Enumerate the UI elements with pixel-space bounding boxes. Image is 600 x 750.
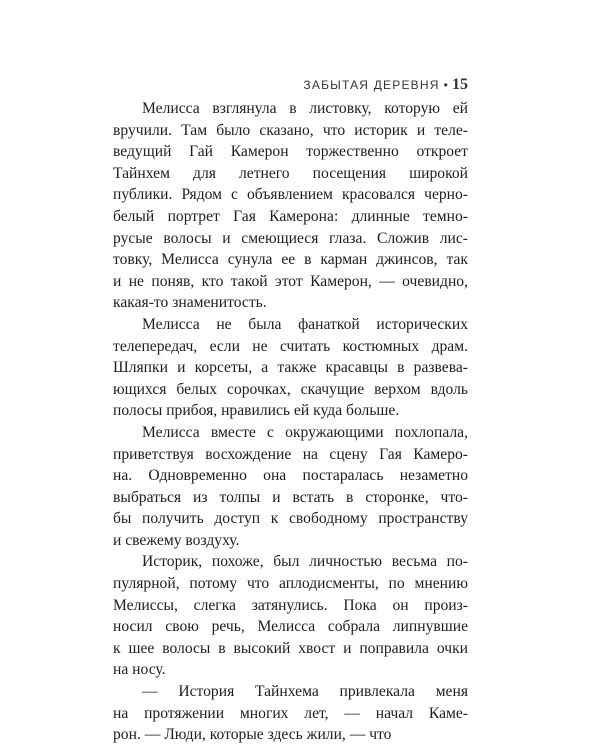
- text-line: ющихся белых сорочках, скачущие верхом вдоль: [113, 380, 468, 398]
- text-line: Мелиссы, слегка затянулись. Пока он произ-: [113, 596, 468, 614]
- text-line: и свежему воздуху.: [113, 531, 240, 549]
- text-line: товку, Мелисса сунула ее в карман джинсов, так: [113, 251, 468, 269]
- paragraph: [113, 551, 468, 681]
- text-line: Историк, похоже, был личностью весьма по-: [142, 553, 468, 571]
- text-line: рон. — Люди, которые здесь жили, — что: [113, 726, 392, 744]
- text-line: приветствуя восхождение на сцену Гая Камеро-: [113, 445, 468, 463]
- text-line: к шее волосы в высокий хвост и поправила очки: [113, 639, 468, 657]
- text-line: какая-то знаменитость.: [113, 294, 267, 312]
- text-line: ведущий Гай Камерон торжественно откроет: [113, 143, 468, 161]
- text-line: бы получить доступ к свободному пространству: [113, 510, 468, 528]
- book-title: ЗАБЫТАЯ ДЕРЕВНЯ: [303, 78, 440, 92]
- text-line: Мелисса не была фанаткой исторических: [142, 315, 468, 333]
- paragraph: [113, 422, 468, 552]
- text-line: на протяжении многих лет, — начал Каме-: [113, 704, 468, 722]
- text-line: телепередач, если не считать костюмных драм.: [113, 337, 468, 355]
- text-line: Мелисса вместе с окружающими похлопала,: [142, 423, 468, 441]
- text-line: выбраться из толпы и встать в сторонке, что-: [113, 488, 468, 506]
- text-line: полосы прибоя, нравились ей куда больше.: [113, 402, 400, 420]
- paragraph: [113, 681, 468, 746]
- text-line: публики. Рядом с объявлением красовался черно-: [113, 186, 468, 204]
- text-line: и не поняв, кто такой этот Камерон, — очевидно,: [113, 272, 468, 290]
- text-line: на. Одновременно она постаралась незаметно: [113, 467, 468, 485]
- header-bullet: •: [443, 78, 449, 92]
- text-line: на носу.: [113, 661, 166, 679]
- text-line: Тайнхем для летнего посещения широкой: [113, 164, 468, 182]
- text-line: вручили. Там было сказано, что историк и теле-: [113, 121, 468, 139]
- text-line: русые волосы и смеющиеся глаза. Сложив лис-: [113, 229, 468, 247]
- text-line: носил свою речь, Мелисса собрала липнувшие: [113, 618, 468, 636]
- text-line: белый портрет Гая Камерона: длинные темно-: [113, 207, 468, 225]
- text-line: Мелисса взглянула в листовку, которую ей: [142, 100, 468, 117]
- paragraph: [113, 98, 468, 314]
- text-line: — История Тайнхема привлекала меня: [142, 683, 468, 701]
- text-line: Шляпки и корсеты, а также красавцы в развева-: [113, 359, 468, 377]
- body-text: [113, 98, 468, 746]
- page-number: 15: [452, 76, 468, 93]
- text-line: пулярной, потому что аплодисменты, по мнению: [113, 575, 468, 593]
- running-header: [303, 76, 468, 94]
- paragraph: [113, 314, 468, 422]
